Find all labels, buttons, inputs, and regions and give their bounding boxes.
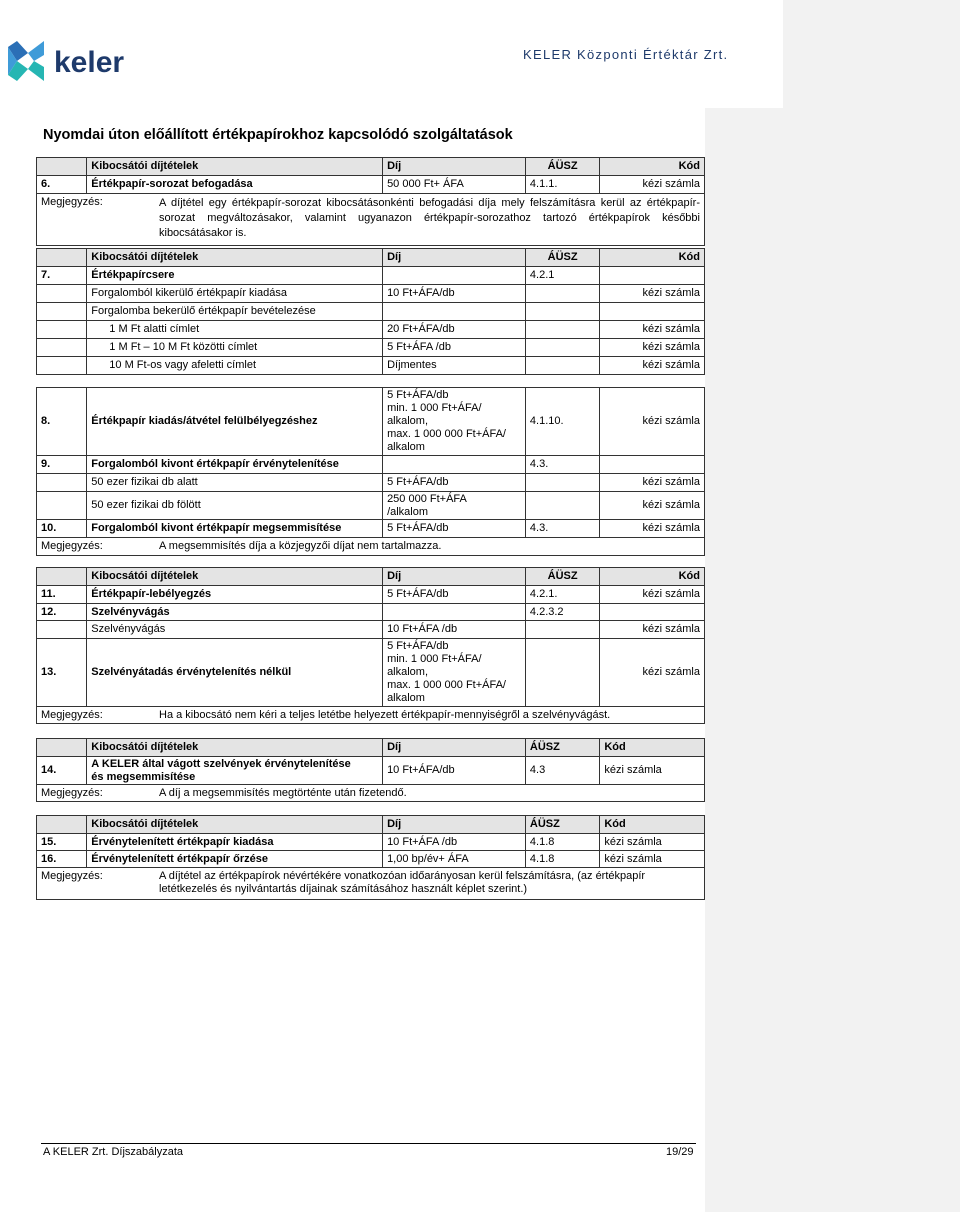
fee-line: alkalom,: [387, 666, 429, 678]
note-text: A díj a megsemmisítés megtörténte után fizetendő.: [159, 786, 407, 799]
note-text: A megsemmisítés díja a közjegyzői díjat nem tartalmazza.: [159, 540, 442, 552]
col-header-fee: Díj: [383, 249, 526, 267]
note-row: [37, 538, 705, 556]
table-header-row: [37, 158, 705, 176]
row-fee: 10 Ft+ÁFA/db: [383, 285, 526, 303]
table-header-row: [37, 568, 705, 586]
row-code: kézi számla: [600, 757, 705, 785]
row-auss: 4.2.1.: [525, 586, 599, 604]
col-header-auss: ÁÜSZ: [525, 158, 599, 176]
fee-line: min. 1 000 Ft+ÁFA/: [387, 653, 482, 665]
table-row: [37, 604, 705, 621]
note-label: Megjegyzés:: [41, 196, 103, 208]
item-line: A KELER által vágott szelvények érvénytelenítése: [91, 757, 351, 770]
table-row: [37, 321, 705, 339]
table-row: [37, 303, 705, 321]
footer-title: A KELER Zrt. Díjszabályzata: [43, 1146, 183, 1158]
row-item: 1 M Ft alatti címlet: [87, 321, 383, 339]
note-text: A díjtétel az értékpapírok névértékére vonatkozóan időarányosan kerül felszámításra, (az értékpapír letétkezelés és nyilvántartás díjainak számításához használt képlet szerint.): [159, 870, 646, 895]
row-number: 12.: [37, 604, 87, 621]
row-fee: 10 Ft+ÁFA/db: [383, 757, 526, 785]
row-item: 50 ezer fizikai db alatt: [87, 474, 383, 492]
row-fee: 50 000 Ft+ ÁFA: [383, 176, 526, 194]
row-auss: 4.3.: [525, 456, 599, 474]
row-item: Értékpapír kiadás/átvétel felülbélyegzéshez: [87, 388, 383, 456]
row-auss: 4.2.1: [525, 267, 599, 285]
table-row: [37, 339, 705, 357]
col-header-item: Kibocsátói díjtételek: [87, 739, 383, 757]
row-item: Értékpapír-sorozat befogadása: [87, 176, 383, 194]
row-item: 10 M Ft-os vagy afeletti címlet: [87, 357, 383, 375]
row-code: kézi számla: [600, 492, 705, 520]
note-row: [37, 785, 705, 802]
keler-logo-wordmark: keler: [54, 46, 125, 79]
row-number: 15.: [37, 834, 87, 851]
fee-table-14: [36, 738, 705, 802]
col-header-auss: ÁÜSZ: [525, 249, 599, 267]
col-header-fee: Díj: [383, 568, 526, 586]
row-number: 7.: [37, 267, 87, 285]
row-item: Érvénytelenített értékpapír őrzése: [87, 851, 383, 868]
col-header-code: Kód: [600, 739, 705, 757]
fee-line: 250 000 Ft+ÁFA: [387, 492, 467, 505]
note-row: [37, 707, 705, 724]
fee-line: 5 Ft+ÁFA/db: [387, 389, 449, 401]
col-header-auss: ÁÜSZ: [525, 816, 599, 834]
col-header-item: Kibocsátói díjtételek: [87, 158, 383, 176]
fee-line: min. 1 000 Ft+ÁFA/: [387, 402, 482, 414]
fee-table-8-10: [36, 387, 705, 556]
col-header-fee: Díj: [383, 816, 526, 834]
row-code: kézi számla: [600, 285, 705, 303]
row-fee: Díjmentes: [383, 357, 526, 375]
col-header-code: Kód: [600, 158, 705, 176]
table-row: [37, 176, 705, 194]
row-code: kézi számla: [600, 639, 705, 707]
row-auss: 4.1.8: [525, 851, 599, 868]
table-row: [37, 757, 705, 785]
row-auss: 4.1.10.: [525, 388, 599, 456]
row-item: Forgalomból kivont értékpapír érvénytelenítése: [87, 456, 383, 474]
table-row: [37, 851, 705, 868]
row-code: kézi számla: [600, 176, 705, 194]
row-fee: 5 Ft+ÁFA/db: [383, 474, 526, 492]
table-header-row: [37, 816, 705, 834]
section-title: Nyomdai úton előállított értékpapírokhoz kapcsolódó szolgáltatások: [43, 127, 513, 143]
row-auss: 4.2.3.2: [525, 604, 599, 621]
col-header-item: Kibocsátói díjtételek: [87, 816, 383, 834]
fee-line: alkalom: [387, 692, 425, 704]
col-header-item: Kibocsátói díjtételek: [87, 568, 383, 586]
row-number: 6.: [37, 176, 87, 194]
row-auss: 4.3: [525, 757, 599, 785]
row-number: 8.: [37, 388, 87, 456]
fee-table-7: [36, 248, 705, 375]
footer-divider: [41, 1143, 696, 1144]
table-row: [37, 474, 705, 492]
row-item: Forgalomból kikerülő értékpapír kiadása: [87, 285, 383, 303]
col-header-fee: Díj: [383, 158, 526, 176]
table-row: [37, 639, 705, 707]
page-number: 19/29: [666, 1146, 694, 1158]
row-code: kézi számla: [600, 851, 705, 868]
table-row: [37, 456, 705, 474]
row-item: Érvénytelenített értékpapír kiadása: [87, 834, 383, 851]
fee-line: 5 Ft+ÁFA/db: [387, 640, 449, 652]
fee-table-11-13: [36, 567, 705, 724]
row-code: kézi számla: [600, 474, 705, 492]
row-number: 10.: [37, 520, 87, 538]
row-item: Szelvényvágás: [87, 621, 383, 639]
keler-logo-mark: [8, 41, 138, 81]
row-item: Forgalomba bekerülő értékpapír bevételezése: [87, 303, 383, 321]
col-header-fee: Díj: [383, 739, 526, 757]
row-number: 9.: [37, 456, 87, 474]
col-header-code: Kód: [600, 249, 705, 267]
row-code: kézi számla: [600, 520, 705, 538]
row-code: kézi számla: [600, 388, 705, 456]
row-fee: 5 Ft+ÁFA/db: [383, 520, 526, 538]
fee-table-15-16: [36, 815, 705, 900]
col-header-code: Kód: [600, 816, 705, 834]
row-code: kézi számla: [600, 586, 705, 604]
table-row: [37, 520, 705, 538]
fee-line: alkalom: [387, 441, 425, 453]
row-number: 11.: [37, 586, 87, 604]
col-header-item: Kibocsátói díjtételek: [87, 249, 383, 267]
comment-margin: [705, 108, 960, 1212]
row-code: kézi számla: [600, 834, 705, 851]
row-fee: 1,00 bp/év+ ÁFA: [383, 851, 526, 868]
keler-logo: [8, 41, 138, 86]
note-label: Megjegyzés:: [41, 708, 103, 721]
row-fee: 10 Ft+ÁFA /db: [383, 621, 526, 639]
row-code: kézi számla: [600, 357, 705, 375]
row-item: [87, 757, 383, 785]
row-fee: [383, 639, 526, 707]
note-text: A díjtétel egy értékpapír-sorozat kibocsátásonkénti befogadási díja mely felszámításra kerül az értékpapír-sorozat megváltozásakor, valamint ugyanazon értékpapír-sorozathoz tartozó értékpapírok későbbi kibocsátásakor is.: [159, 197, 700, 239]
col-header-auss: ÁÜSZ: [525, 568, 599, 586]
table-row: [37, 285, 705, 303]
table-row: [37, 267, 705, 285]
note-row: [37, 194, 705, 246]
header-panel: [783, 0, 960, 108]
row-item: 1 M Ft – 10 M Ft közötti címlet: [87, 339, 383, 357]
row-item: Szelvényátadás érvénytelenítés nélkül: [87, 639, 383, 707]
row-item: Értékpapír-lebélyegzés: [87, 586, 383, 604]
item-line: és megsemmisítése: [91, 770, 196, 783]
table-header-row: [37, 739, 705, 757]
row-fee: 10 Ft+ÁFA /db: [383, 834, 526, 851]
row-auss: 4.3.: [525, 520, 599, 538]
row-code: kézi számla: [600, 321, 705, 339]
fee-line: max. 1 000 000 Ft+ÁFA/: [387, 428, 506, 440]
note-label: Megjegyzés:: [41, 870, 103, 882]
org-name: KELER Központi Értéktár Zrt.: [523, 47, 729, 62]
row-fee: 5 Ft+ÁFA /db: [383, 339, 526, 357]
table-row: [37, 834, 705, 851]
table-row: [37, 388, 705, 456]
table-row: [37, 621, 705, 639]
row-fee: [383, 492, 526, 520]
row-code: kézi számla: [600, 621, 705, 639]
fee-line: alkalom,: [387, 415, 429, 427]
fee-line: /alkalom: [387, 505, 429, 518]
row-fee: 20 Ft+ÁFA/db: [383, 321, 526, 339]
table-row: [37, 586, 705, 604]
row-number: 13.: [37, 639, 87, 707]
row-number: 14.: [37, 757, 87, 785]
note-label: Megjegyzés:: [41, 540, 103, 552]
row-code: kézi számla: [600, 339, 705, 357]
fee-line: max. 1 000 000 Ft+ÁFA/: [387, 679, 506, 691]
col-header-code: Kód: [600, 568, 705, 586]
note-text: Ha a kibocsátó nem kéri a teljes letétbe helyezett értékpapír-mennyiségről a szelvényvágást.: [159, 708, 611, 721]
table-row: [37, 357, 705, 375]
fee-table-6: [36, 157, 705, 246]
row-item: Értékpapírcsere: [87, 267, 383, 285]
note-label: Megjegyzés:: [41, 786, 103, 799]
row-fee: 5 Ft+ÁFA/db: [383, 586, 526, 604]
row-auss: 4.1.8: [525, 834, 599, 851]
table-header-row: [37, 249, 705, 267]
row-item: Szelvényvágás: [87, 604, 383, 621]
row-fee: [383, 388, 526, 456]
col-header-auss: ÁÜSZ: [525, 739, 599, 757]
note-row: [37, 868, 705, 900]
row-number: 16.: [37, 851, 87, 868]
row-item: Forgalomból kivont értékpapír megsemmisítése: [87, 520, 383, 538]
row-item: 50 ezer fizikai db fölött: [87, 492, 383, 520]
table-row: [37, 492, 705, 520]
row-auss: 4.1.1.: [525, 176, 599, 194]
